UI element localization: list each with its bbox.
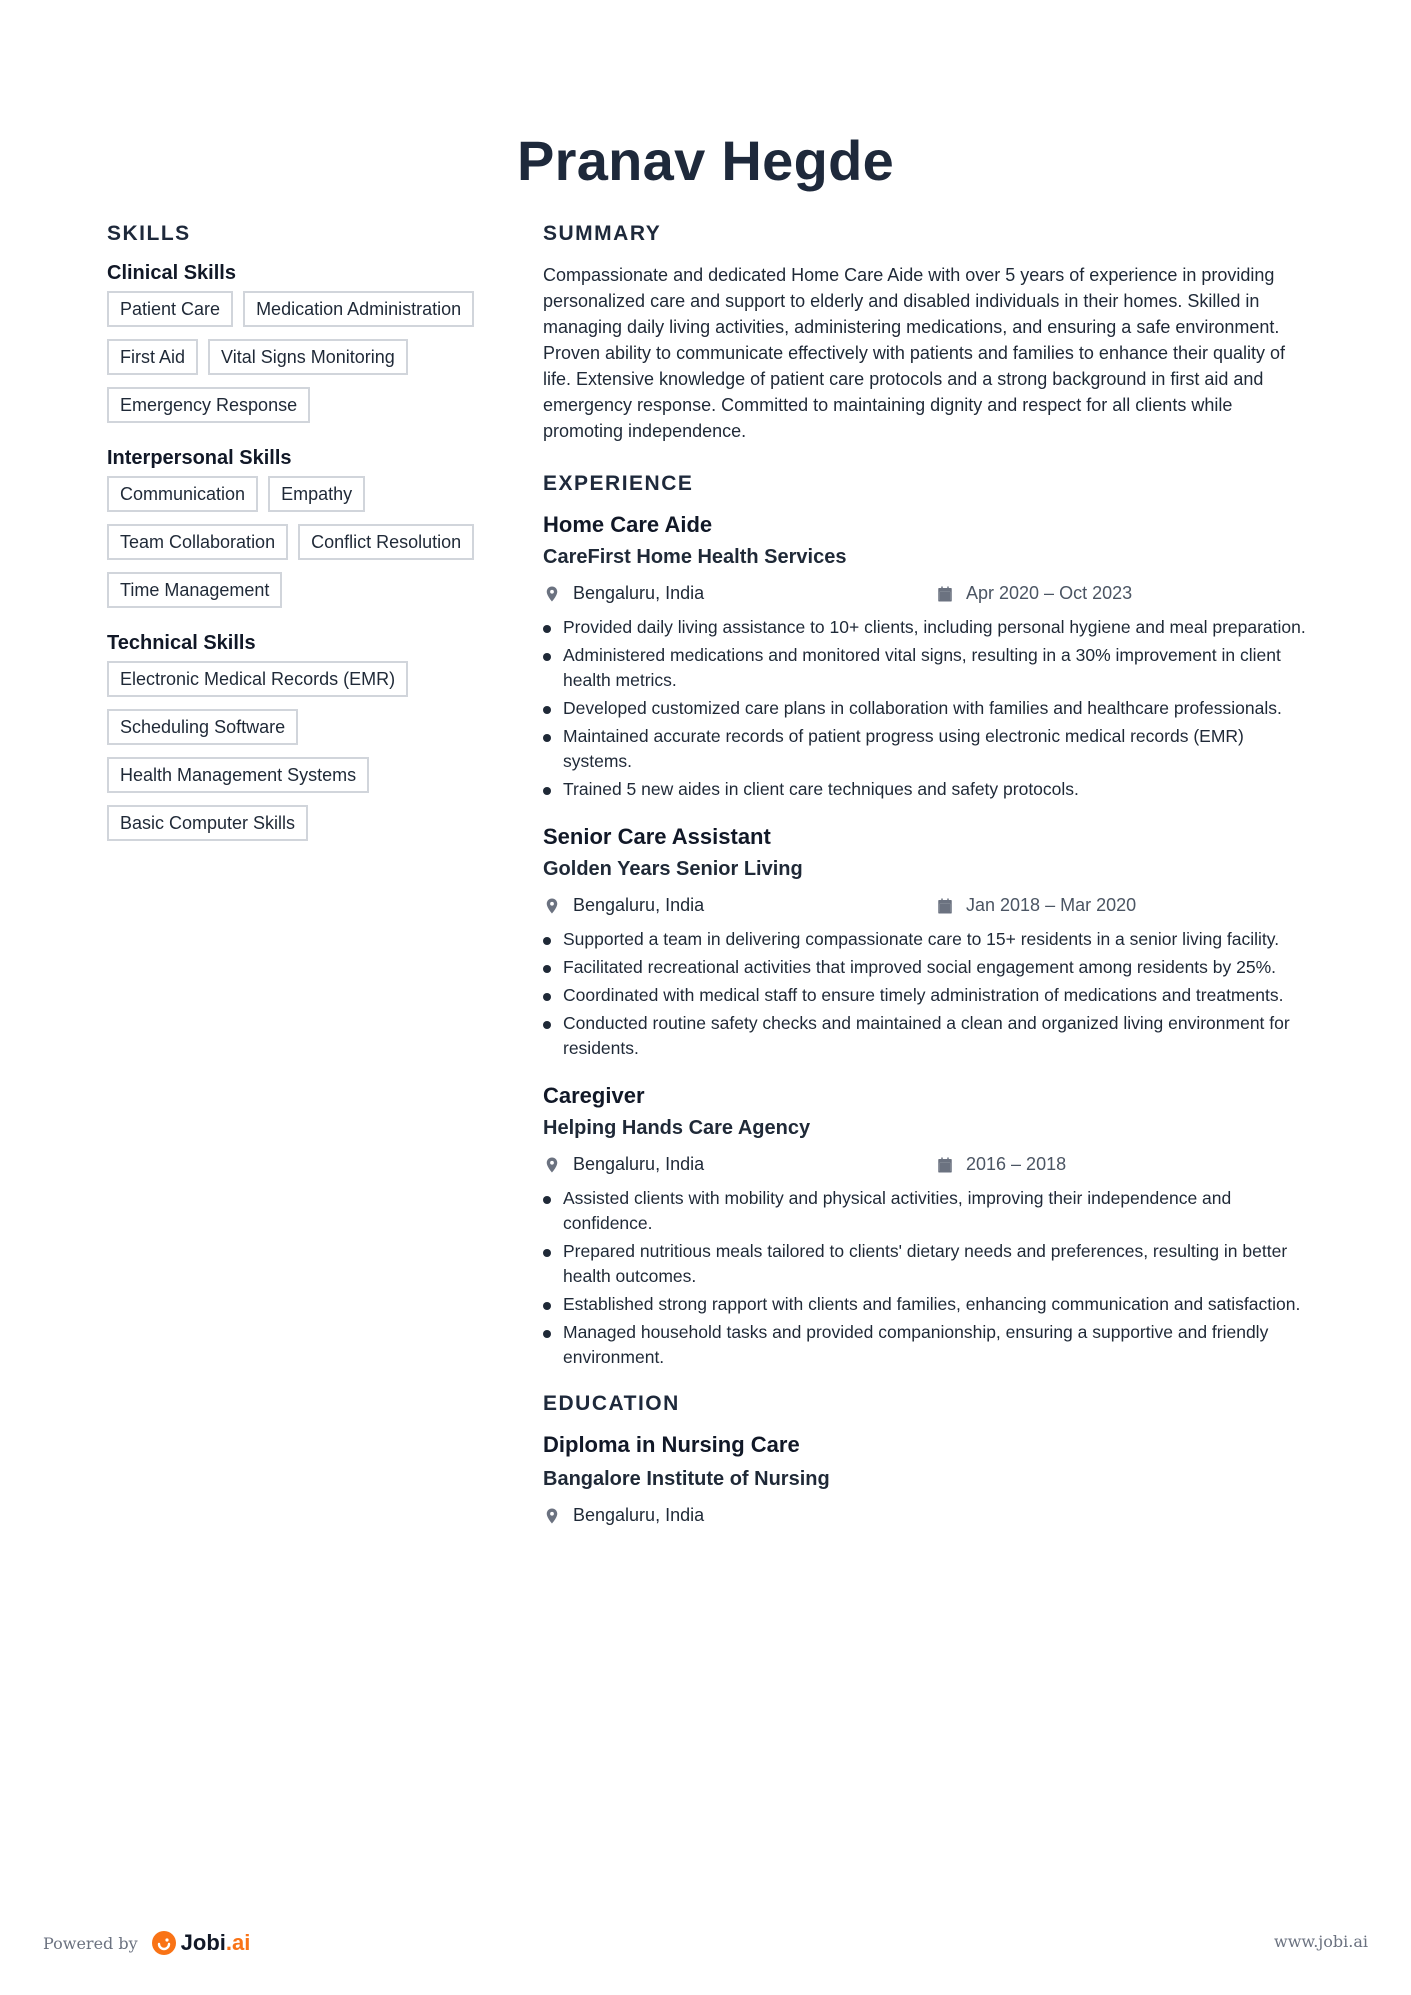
summary-heading: SUMMARY [543, 222, 662, 245]
job-meta [543, 1154, 1313, 1178]
powered-by-label: Powered by [43, 1933, 138, 1953]
bullet-item: Administered medications and monitored vital signs, resulting in a 30% improvement in client health metrics. [543, 643, 1313, 693]
skill-chip: Patient Care [107, 291, 233, 327]
job-dates-text: Jan 2018 – Mar 2020 [966, 895, 1137, 915]
skill-chip: Medication Administration [243, 291, 474, 327]
skill-group-title: Interpersonal Skills [107, 447, 292, 469]
job-bullets [543, 1186, 1313, 1370]
skill-group-clinical [107, 262, 507, 423]
experience-heading: EXPERIENCE [543, 472, 694, 495]
job-dates-text: Apr 2020 – Oct 2023 [966, 583, 1133, 603]
job-bullets [543, 927, 1313, 1061]
job-title: Senior Care Assistant [543, 824, 771, 849]
skill-chip: Conflict Resolution [298, 524, 474, 560]
skills-column [107, 222, 507, 865]
candidate-name: Pranav Hegde [516, 129, 895, 192]
bullet-item: Established strong rapport with clients and families, enhancing communication and satisfaction. [543, 1292, 1313, 1317]
skill-chip-list [107, 476, 507, 608]
bullet-item: Provided daily living assistance to 10+ clients, including personal hygiene and meal preparation. [543, 615, 1313, 640]
bullet-item: Trained 5 new aides in client care techniques and safety protocols. [543, 777, 1313, 802]
bullet-item: Managed household tasks and provided companionship, ensuring a supportive and friendly environment. [543, 1320, 1313, 1370]
education-location [543, 1505, 704, 1526]
job-location [543, 583, 704, 604]
education-degree: Diploma in Nursing Care [543, 1432, 800, 1457]
bullet-item: Conducted routine safety checks and maintained a clean and organized living environment for residents. [543, 1011, 1313, 1061]
bullet-item: Facilitated recreational activities that improved social engagement among residents by 25%. [543, 955, 1313, 980]
job-location-text: Bengaluru, India [573, 583, 705, 603]
summary-text: Compassionate and dedicated Home Care Aide with over 5 years of experience in providing personalized care and support to elderly and disabled individuals in their homes. Skilled in managing daily living activities, administering medications, and ensuring a safe environment. Proven ability to communicate effectively with patients and families to enhance their quality of life. Extensive knowledge of patient care protocols and a strong background in first aid and emergency response. Committed to maintaining dignity and respect for all clients while promoting independence. [543, 265, 1286, 441]
education-school: Bangalore Institute of Nursing [543, 1468, 830, 1490]
bullet-item: Supported a team in delivering compassionate care to 15+ residents in a senior living facility. [543, 927, 1313, 952]
powered-by [43, 1930, 250, 1956]
skill-chip: Health Management Systems [107, 757, 369, 793]
education-heading: EDUCATION [543, 1392, 680, 1415]
location-pin-icon [543, 896, 561, 916]
skill-chip: Empathy [268, 476, 365, 512]
job-meta [543, 583, 1313, 607]
skills-heading: SKILLS [107, 222, 191, 245]
location-pin-icon [543, 1155, 561, 1175]
skill-chip: Vital Signs Monitoring [208, 339, 408, 375]
calendar-icon [936, 585, 954, 603]
job-bullets [543, 615, 1313, 802]
job-dates [936, 1154, 1066, 1175]
skill-group-interpersonal [107, 447, 507, 608]
skill-chip: Time Management [107, 572, 282, 608]
job-meta [543, 895, 1313, 919]
skill-chip: First Aid [107, 339, 198, 375]
job-location-text: Bengaluru, India [573, 895, 705, 915]
jobi-logo-text: Jobi.ai [180, 1930, 251, 1955]
job-entry [543, 824, 1313, 1061]
bullet-item: Prepared nutritious meals tailored to clients' dietary needs and preferences, resulting in better health outcomes. [543, 1239, 1313, 1289]
job-location [543, 895, 704, 916]
job-entry [543, 512, 1313, 802]
main-column [543, 222, 1313, 1537]
bullet-item: Coordinated with medical staff to ensure timely administration of medications and treatments. [543, 983, 1313, 1008]
website-link[interactable]: www.jobi.ai [1274, 1932, 1368, 1951]
skill-chip: Basic Computer Skills [107, 805, 308, 841]
skill-chip: Scheduling Software [107, 709, 298, 745]
jobi-logo[interactable] [152, 1930, 251, 1956]
skill-chip: Communication [107, 476, 258, 512]
job-title: Home Care Aide [543, 512, 713, 537]
skill-chip: Team Collaboration [107, 524, 288, 560]
job-dates [936, 895, 1136, 916]
location-pin-icon [543, 1506, 561, 1526]
job-company: Golden Years Senior Living [543, 858, 803, 880]
calendar-icon [936, 897, 954, 915]
job-location-text: Bengaluru, India [573, 1154, 705, 1174]
skill-group-title: Clinical Skills [107, 262, 236, 284]
skill-chip-list [107, 291, 507, 423]
job-location [543, 1154, 704, 1175]
skill-chip-list [107, 661, 507, 841]
bullet-item: Maintained accurate records of patient progress using electronic medical records (EMR) systems. [543, 724, 1313, 774]
bullet-item: Assisted clients with mobility and physical activities, improving their independence and confidence. [543, 1186, 1313, 1236]
location-pin-icon [543, 584, 561, 604]
skill-group-title: Technical Skills [107, 632, 256, 654]
job-dates [936, 583, 1132, 604]
education-meta [543, 1505, 1313, 1529]
bullet-item: Developed customized care plans in collaboration with families and healthcare professionals. [543, 696, 1313, 721]
calendar-icon [936, 1156, 954, 1174]
job-company: Helping Hands Care Agency [543, 1117, 811, 1139]
job-title: Caregiver [543, 1083, 645, 1108]
job-entry [543, 1083, 1313, 1370]
skill-chip: Electronic Medical Records (EMR) [107, 661, 408, 697]
skill-chip: Emergency Response [107, 387, 310, 423]
skill-group-technical [107, 632, 507, 841]
education-location-text: Bengaluru, India [573, 1505, 705, 1525]
job-company: CareFirst Home Health Services [543, 546, 847, 568]
job-dates-text: 2016 – 2018 [966, 1154, 1067, 1174]
jobi-logo-icon [152, 1931, 176, 1955]
